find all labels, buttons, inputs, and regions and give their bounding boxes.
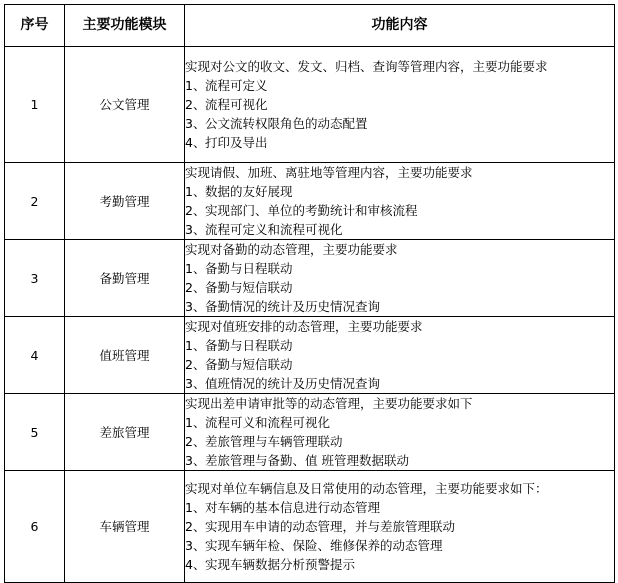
row-index: 3 <box>5 240 65 317</box>
item-text: 差旅管理与备勤、值 班管理数据联动 <box>205 453 409 468</box>
item-number: 1、 <box>185 500 206 515</box>
list-item <box>185 259 614 278</box>
item-text: 备勤与短信联动 <box>205 357 293 372</box>
list-item <box>185 432 614 451</box>
item-text: 流程可定义 <box>205 78 268 93</box>
list-item <box>185 201 614 220</box>
content-intro: 实现对备勤的动态管理，主要功能要求 <box>185 242 398 257</box>
row-index: 5 <box>5 394 65 471</box>
item-number: 2、 <box>185 519 206 534</box>
item-text: 备勤与日程联动 <box>205 261 293 276</box>
header-content: 功能内容 <box>185 5 615 47</box>
header-row <box>5 5 615 47</box>
row-module: 值班管理 <box>65 317 185 394</box>
row-content <box>185 240 615 317</box>
content-intro: 实现对公文的收文、发文、归档、查询等管理内容，主要功能要求 <box>185 59 548 74</box>
list-item <box>185 413 614 432</box>
list-item <box>185 278 614 297</box>
row-content <box>185 394 615 471</box>
row-content <box>185 47 615 163</box>
item-text: 实现用车申请的动态管理，并与差旅管理联动 <box>205 519 456 534</box>
list-item <box>185 297 614 316</box>
item-text: 数据的友好展现 <box>205 184 293 199</box>
item-text: 打印及导出 <box>205 135 268 150</box>
table-row <box>5 394 615 471</box>
item-number: 4、 <box>185 557 206 572</box>
row-index: 2 <box>5 163 65 240</box>
item-number: 1、 <box>185 78 206 93</box>
content-intro: 实现请假、加班、离驻地等管理内容，主要功能要求 <box>185 165 473 180</box>
item-text: 流程可义和流程可视化 <box>205 415 331 430</box>
list-item <box>185 336 614 355</box>
item-number: 2、 <box>185 97 206 112</box>
item-text: 对车辆的基本信息进行动态管理 <box>205 500 381 515</box>
row-module: 差旅管理 <box>65 394 185 471</box>
item-text: 实现部门、单位的考勤统计和审核流程 <box>205 203 418 218</box>
row-module: 备勤管理 <box>65 240 185 317</box>
item-text: 流程可视化 <box>205 97 268 112</box>
list-item <box>185 220 614 239</box>
list-item <box>185 182 614 201</box>
item-number: 2、 <box>185 203 206 218</box>
header-module: 主要功能模块 <box>65 5 185 47</box>
item-number: 3、 <box>185 222 206 237</box>
item-number: 4、 <box>185 135 206 150</box>
item-text: 公文流转权限角色的动态配置 <box>205 116 368 131</box>
table-row <box>5 240 615 317</box>
item-number: 1、 <box>185 184 206 199</box>
content-intro: 实现对值班安排的动态管理，主要功能要求 <box>185 319 423 334</box>
table-row <box>5 163 615 240</box>
row-content <box>185 471 615 583</box>
item-text: 流程可定义和流程可视化 <box>205 222 343 237</box>
table-row <box>5 471 615 583</box>
item-number: 1、 <box>185 338 206 353</box>
table-row <box>5 317 615 394</box>
item-number: 1、 <box>185 415 206 430</box>
list-item <box>185 536 614 555</box>
table-row <box>5 47 615 163</box>
item-number: 2、 <box>185 357 206 372</box>
item-number: 3、 <box>185 116 206 131</box>
function-spec-table <box>4 4 615 583</box>
list-item <box>185 451 614 470</box>
item-number: 3、 <box>185 453 206 468</box>
list-item <box>185 133 614 152</box>
row-content <box>185 163 615 240</box>
list-item <box>185 76 614 95</box>
content-intro: 实现对单位车辆信息及日常使用的动态管理，主要功能要求如下： <box>185 481 548 496</box>
item-text: 备勤与日程联动 <box>205 338 293 353</box>
item-text: 值班情况的统计及历史情况查询 <box>205 376 381 391</box>
list-item <box>185 555 614 574</box>
item-number: 2、 <box>185 434 206 449</box>
content-intro: 实现出差申请审批等的动态管理，主要功能要求如下 <box>185 396 473 411</box>
row-index: 1 <box>5 47 65 163</box>
row-module: 车辆管理 <box>65 471 185 583</box>
list-item <box>185 114 614 133</box>
item-text: 备勤情况的统计及历史情况查询 <box>205 299 381 314</box>
item-text: 实现车辆数据分析预警提示 <box>205 557 356 572</box>
item-number: 3、 <box>185 538 206 553</box>
item-number: 3、 <box>185 376 206 391</box>
header-index: 序号 <box>5 5 65 47</box>
row-module: 公文管理 <box>65 47 185 163</box>
list-item <box>185 95 614 114</box>
item-text: 实现车辆年检、保险、维修保养的动态管理 <box>205 538 443 553</box>
item-text: 差旅管理与车辆管理联动 <box>205 434 343 449</box>
row-content <box>185 317 615 394</box>
item-number: 1、 <box>185 261 206 276</box>
item-number: 2、 <box>185 280 206 295</box>
item-number: 3、 <box>185 299 206 314</box>
item-text: 备勤与短信联动 <box>205 280 293 295</box>
list-item <box>185 498 614 517</box>
row-index: 6 <box>5 471 65 583</box>
row-module: 考勤管理 <box>65 163 185 240</box>
list-item <box>185 517 614 536</box>
list-item <box>185 355 614 374</box>
list-item <box>185 374 614 393</box>
row-index: 4 <box>5 317 65 394</box>
